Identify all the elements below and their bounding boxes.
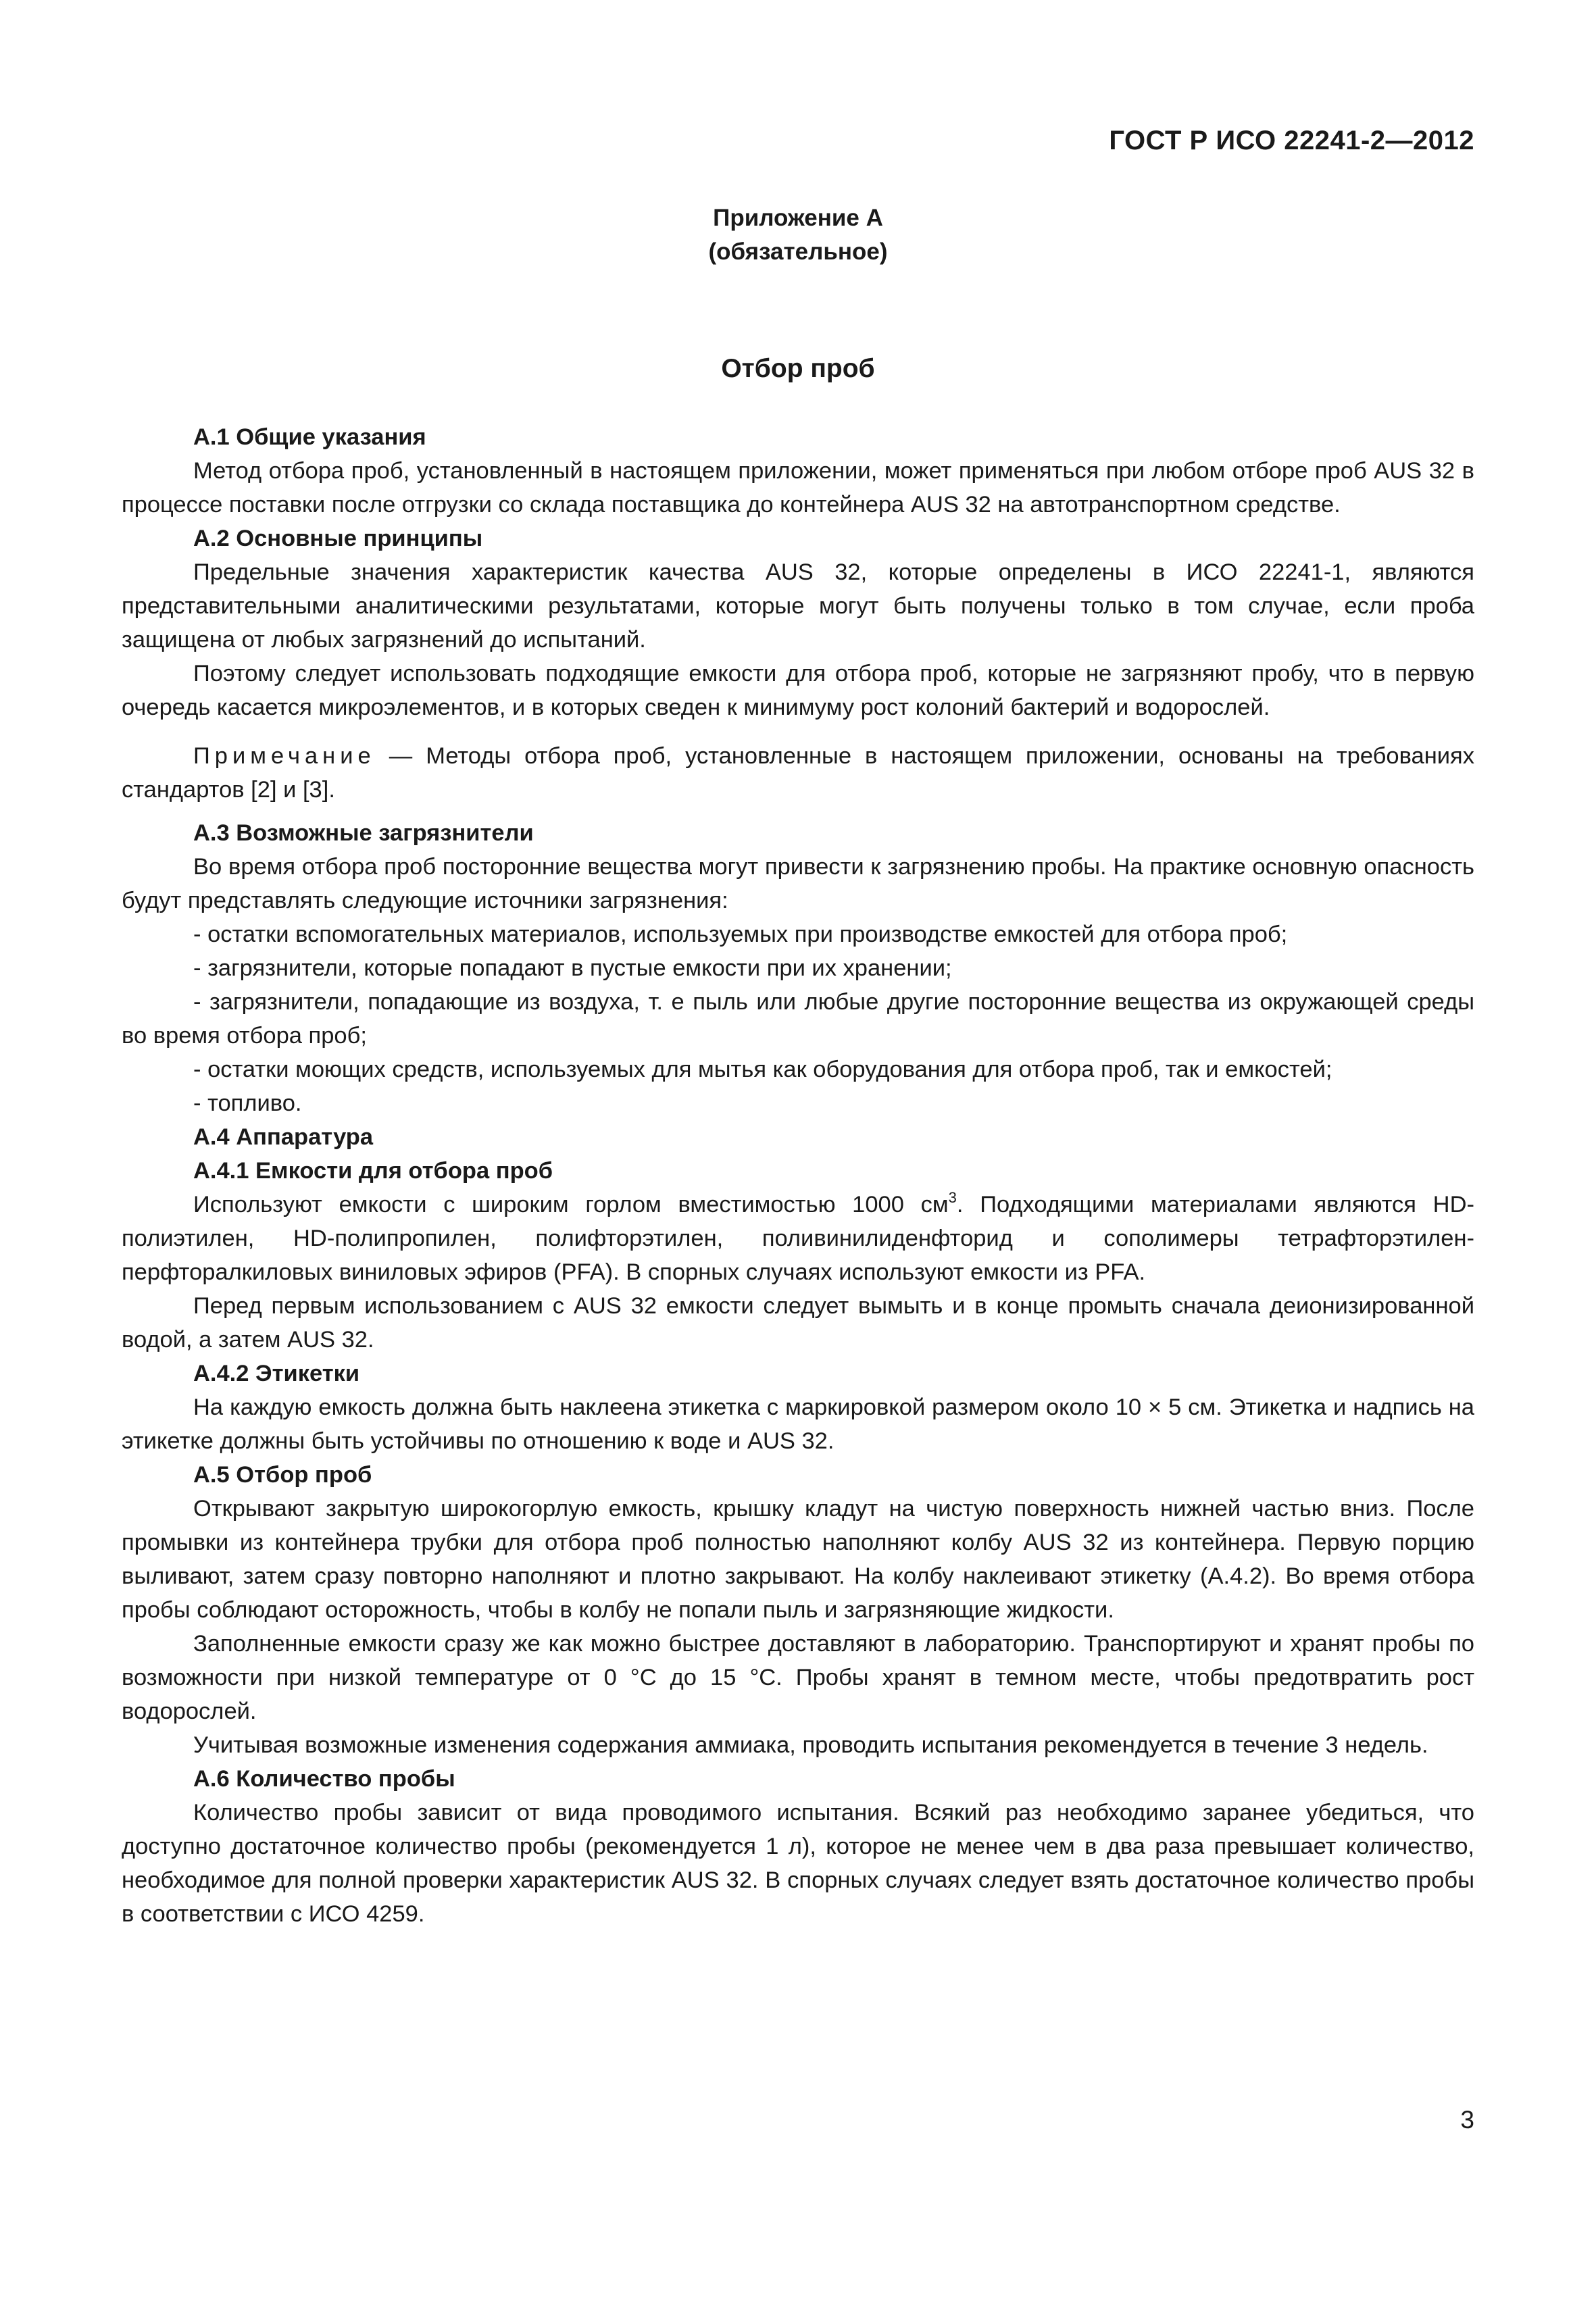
section-heading-a5: А.5 Отбор проб xyxy=(193,1462,372,1488)
section-heading-a4: А.4 Аппаратура xyxy=(193,1124,374,1150)
note xyxy=(122,739,1474,807)
list-item: - загрязнители, которые попадают в пустые емкости при их хранении; xyxy=(193,955,952,981)
paragraph: Метод отбора проб, установленный в настоящем приложении, может применяться при любом отборе проб AUS 32 в процессе поставки после отгрузки со склада поставщика до контейнера AUS 32 на автотранспортном средстве. xyxy=(122,458,1474,518)
section-heading-a2: А.2 Основные принципы xyxy=(193,526,483,551)
paragraph: Количество пробы зависит от вида проводимого испытания. Всякий раз необходимо заранее убедиться, что доступно достаточное количество пробы (рекомендуется 1 л), которое не менее чем в два раза превышает количество, необходимое для полной проверки характеристик AUS 32. В спорных случаях следует взять достаточное количество пробы в соответствии с ИСО 4259. xyxy=(122,1800,1474,1927)
superscript: 3 xyxy=(948,1189,957,1206)
list-item: - остатки моющих средств, используемых для мытья как оборудования для отбора проб, так и емкостей; xyxy=(193,1057,1332,1082)
section-heading-a6: А.6 Количество пробы xyxy=(193,1766,455,1792)
paragraph xyxy=(122,1188,1474,1289)
document-code: ГОСТ Р ИСО 22241-2—2012 xyxy=(1109,126,1474,155)
note-label: Примечание xyxy=(193,743,376,769)
section-heading-a1: А.1 Общие указания xyxy=(193,424,426,450)
page-title: Отбор проб xyxy=(721,354,875,383)
annex-label: Приложение А xyxy=(713,205,883,231)
document-body xyxy=(122,420,1474,1931)
list-item: - остатки вспомогательных материалов, используемых при производстве емкостей для отбора проб; xyxy=(193,922,1288,947)
list-item: - загрязнители, попадающие из воздуха, т. е пыль или любые другие посторонние вещества из окружающей среды во время отбора проб; xyxy=(122,989,1474,1049)
note-text: — Методы отбора проб, установленные в настоящем приложении, основаны на требованиях стандартов [2] и [3]. xyxy=(122,743,1474,803)
page-number: 3 xyxy=(1460,2106,1474,2134)
paragraph: Во время отбора проб посторонние вещества могут привести к загрязнению пробы. На практике основную опасность будут представлять следующие источники загрязнения: xyxy=(122,854,1474,913)
paragraph: Поэтому следует использовать подходящие емкости для отбора проб, которые не загрязняют пробу, что в первую очередь касается микроэлементов, и в которых сведен к минимуму рост колоний бактерий и водорослей. xyxy=(122,661,1474,720)
paragraph: Открывают закрытую широкогорлую емкость, крышку кладут на чистую поверхность нижней частью вниз. После промывки из контейнера трубки для отбора проб полностью наполняют колбу AUS 32 из контейнера. Первую порцию выливают, затем сразу повторно наполняют и плотно закрывают. На колбу наклеивают этикетку (А.4.2). Во время отбора пробы соблюдают осторожность, чтобы в колбу не попали пыль и загрязняющие жидкости. xyxy=(122,1496,1474,1623)
paragraph: Учитывая возможные изменения содержания аммиака, проводить испытания рекомендуется в течение 3 недель. xyxy=(193,1732,1428,1758)
text-run: Используют емкости с широким горлом вместимостью 1000 см xyxy=(193,1192,949,1217)
list-item: - топливо. xyxy=(193,1090,302,1116)
section-heading-a41: А.4.1 Емкости для отбора проб xyxy=(193,1158,553,1184)
section-heading-a3: А.3 Возможные загрязнители xyxy=(193,820,534,846)
paragraph: На каждую емкость должна быть наклеена этикетка с маркировкой размером около 10 × 5 см. Этикетка и надпись на этикетке должны быть устойчивы по отношению к воде и AUS 32. xyxy=(122,1394,1474,1454)
paragraph: Предельные значения характеристик качества AUS 32, которые определены в ИСО 22241-1, являются представительными аналитическими результатами, которые могут быть получены только в том случае, если проба защищена от любых загрязнений до испытаний. xyxy=(122,559,1474,653)
annex-kind: (обязательное) xyxy=(708,238,888,265)
section-heading-a42: А.4.2 Этикетки xyxy=(193,1361,360,1386)
paragraph: Заполненные емкости сразу же как можно быстрее доставляют в лабораторию. Транспортируют и хранят пробы по возможности при низкой температуре от 0 °C до 15 °C. Пробы хранят в темном месте, чтобы предотвратить рост водорослей. xyxy=(122,1631,1474,1724)
text-run: . Подходящими материалами являются HD-полиэтилен, HD-полипропилен, полифторэтилен, поливинилиденфторид и сополимеры тетрафторэтилен-перфторалкиловых виниловых эфиров (PFA). В спорных случаях используют емкости из PFA. xyxy=(122,1192,1474,1285)
paragraph: Перед первым использованием с AUS 32 емкости следует вымыть и в конце промыть сначала деионизированной водой, а затем AUS 32. xyxy=(122,1293,1474,1353)
annex-heading xyxy=(0,201,1596,269)
